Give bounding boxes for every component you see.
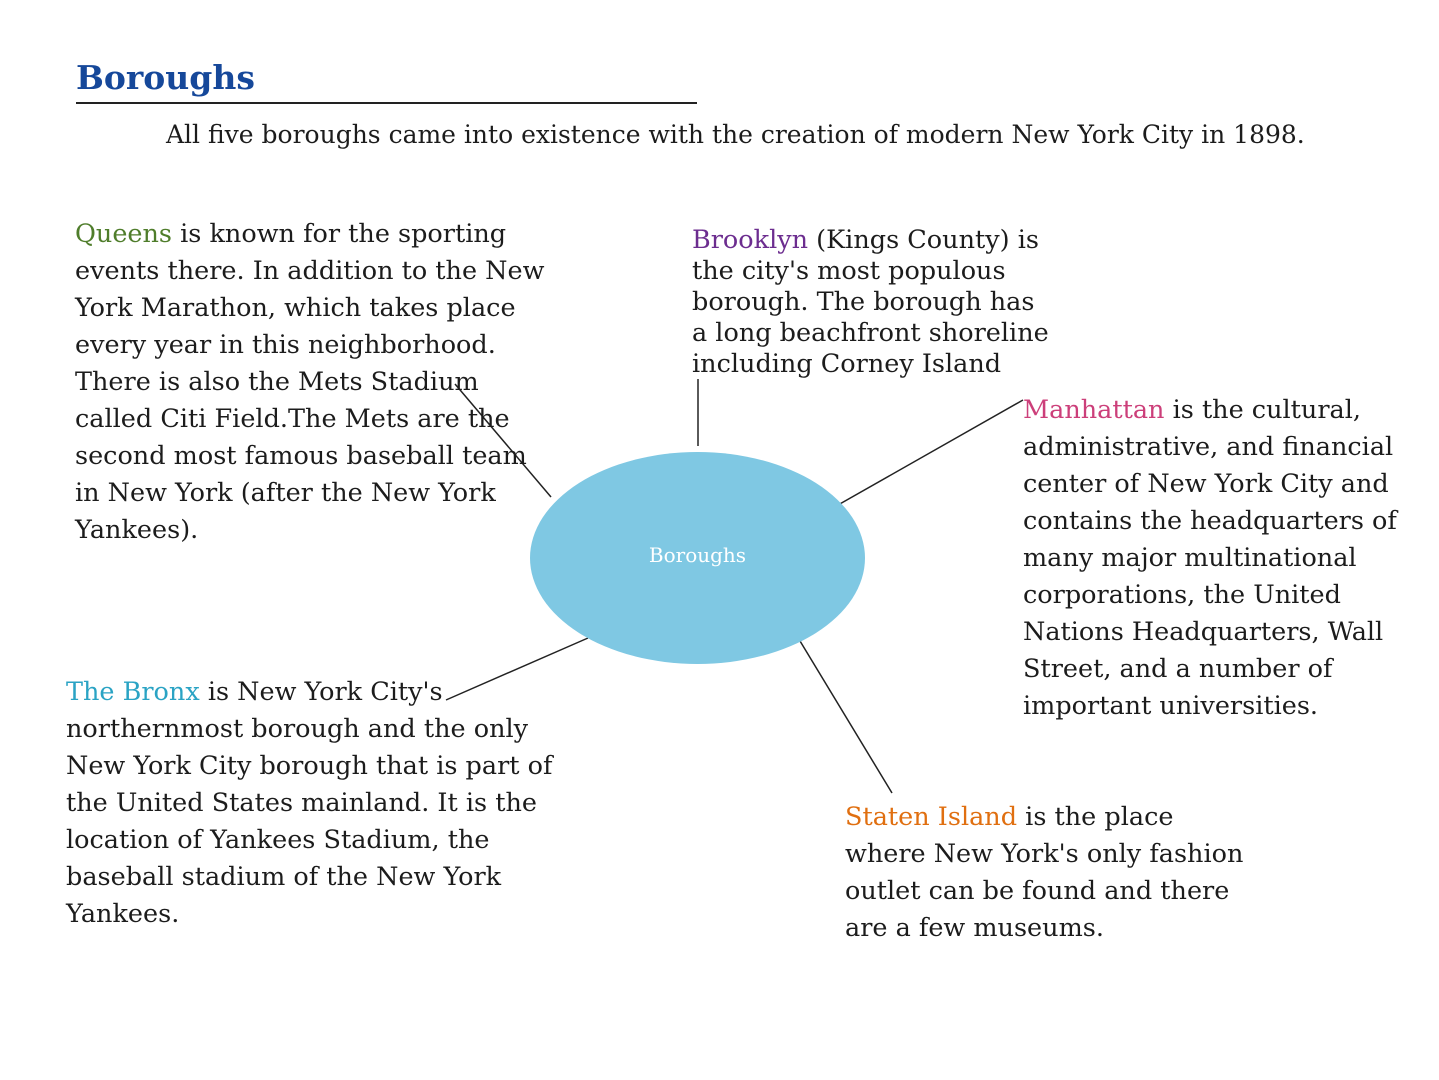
queens-line-4: every year in this neighborhood. — [75, 330, 496, 360]
manhattan-description — [1023, 392, 1397, 725]
page-title: Boroughs — [76, 58, 255, 97]
bronx-line-7: Yankees. — [66, 899, 180, 929]
bronx-line-6: baseball stadium of the New York — [66, 862, 502, 892]
brooklyn-description — [692, 225, 1049, 380]
manhattan-line-2: administrative, and financial — [1023, 432, 1394, 462]
queens-line-3: York Marathon, which takes place — [75, 293, 516, 323]
center-node-label: Boroughs — [648, 543, 747, 567]
queens-description — [75, 216, 544, 549]
connector-staten — [800, 641, 892, 793]
queens-line-7: second most famous baseball team — [75, 441, 527, 471]
bronx-line-3: New York City borough that is part of — [66, 751, 553, 781]
manhattan-line-1: Manhattan is the cultural, — [1023, 395, 1361, 425]
staten-name: Staten Island — [845, 802, 1018, 832]
queens-line-1: Queens is known for the sporting — [75, 219, 507, 249]
staten-line-2: where New York's only fashion — [845, 839, 1244, 869]
manhattan-line-9: important universities. — [1023, 691, 1319, 721]
brooklyn-name: Brooklyn — [692, 225, 809, 255]
staten-description — [845, 799, 1243, 947]
queens-line-6: called Citi Field.The Mets are the — [75, 404, 510, 434]
manhattan-line-6: corporations, the United — [1023, 580, 1341, 610]
staten-line-1: Staten Island is the place — [845, 802, 1174, 832]
queens-line-9: Yankees). — [75, 515, 199, 545]
manhattan-line-5: many major multinational — [1023, 543, 1357, 573]
staten-line-4: are a few museums. — [845, 913, 1104, 943]
bronx-line-2: northernmost borough and the only — [66, 714, 529, 744]
bronx-line-4: the United States mainland. It is the — [66, 788, 537, 818]
brooklyn-line-4: a long beachfront shoreline — [692, 318, 1049, 348]
bronx-line-1: The Bronx is New York City's — [66, 677, 443, 707]
manhattan-line-7: Nations Headquarters, Wall — [1023, 617, 1384, 647]
bronx-name: The Bronx — [66, 677, 200, 707]
connector-manhattan — [838, 400, 1023, 505]
brooklyn-line-3: borough. The borough has — [692, 287, 1035, 317]
queens-line-2: events there. In addition to the New — [75, 256, 545, 286]
brooklyn-line-5: including Corney Island — [692, 349, 1002, 379]
manhattan-name: Manhattan — [1023, 395, 1165, 425]
queens-name: Queens — [75, 219, 173, 249]
queens-line-5: There is also the Mets Stadium — [75, 367, 479, 397]
manhattan-line-4: contains the headquarters of — [1023, 506, 1397, 536]
intro-text: All five boroughs came into existence with the creation of modern New York City in 1898. — [166, 120, 1305, 149]
manhattan-line-3: center of New York City and — [1023, 469, 1389, 499]
manhattan-line-8: Street, and a number of — [1023, 654, 1333, 684]
staten-line-3: outlet can be found and there — [845, 876, 1230, 906]
brooklyn-line-2: the city's most populous — [692, 256, 1006, 286]
queens-line-8: in New York (after the New York — [75, 478, 496, 508]
brooklyn-line-1: Brooklyn (Kings County) is — [692, 225, 1039, 255]
bronx-line-5: location of Yankees Stadium, the — [66, 825, 490, 855]
bronx-description — [66, 674, 552, 933]
